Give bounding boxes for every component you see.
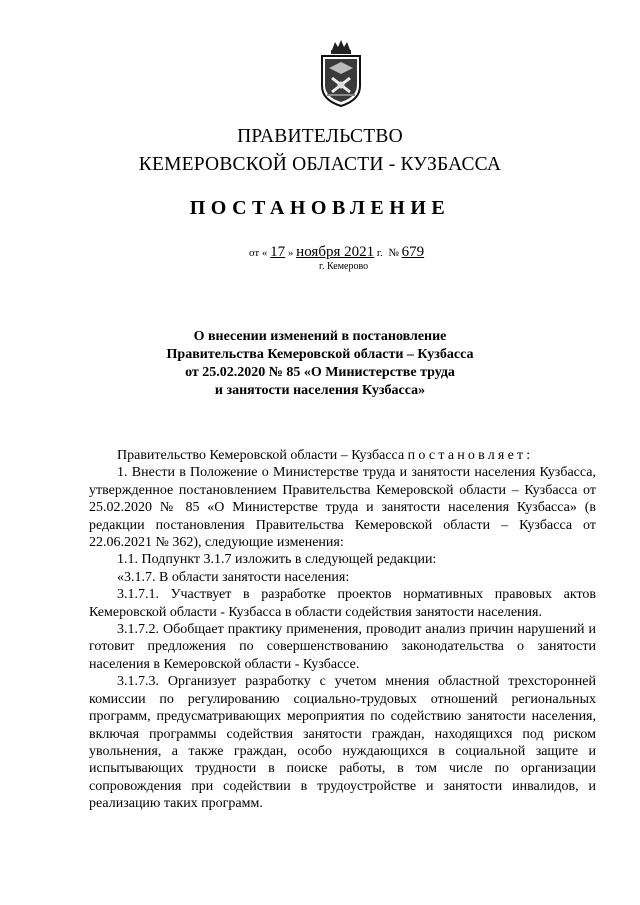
title-line: от 25.02.2020 № 85 «О Министерстве труда <box>185 365 455 380</box>
date-month-year: ноября 2021 <box>296 244 375 260</box>
organization-region: КЕМЕРОВСКОЙ ОБЛАСТИ - КУЗБАССА <box>138 154 502 175</box>
date-prefix: от « <box>249 247 268 259</box>
body-paragraph: «3.1.7. В области занятости населения: <box>117 569 350 585</box>
date-line <box>249 244 424 261</box>
title-line: и занятости населения Кузбасса» <box>214 383 426 398</box>
body-paragraph: 3.1.7.2. Обобщает практику применения, проводит анализ причин нарушений и готовит предложения по совершенствованию законодательства о занятости населения в Кемеровской области - Кузбассе. <box>89 622 596 672</box>
document-type: ПОСТАНОВЛЕНИЕ <box>189 197 451 219</box>
document-number: 679 <box>401 244 425 260</box>
body-paragraph <box>89 447 596 464</box>
body-paragraph: 1.1. Подпункт 3.1.7 изложить в следующей редакции: <box>117 552 437 568</box>
title-line: Правительства Кемеровской области – Кузбасса <box>166 347 474 362</box>
body-paragraph: 3.1.7.1. Участвует в разработке проектов нормативных правовых актов Кемеровской области - Кузбасса в области содействия занятости населения. <box>89 587 596 620</box>
coat-of-arms-icon <box>318 38 364 108</box>
document-place: г. Кемерово <box>319 261 369 272</box>
body-intro: Правительство Кемеровской области – Кузбасса <box>117 448 405 463</box>
number-label: № <box>388 247 399 259</box>
body-paragraph: 1. Внести в Положение о Министерстве труда и занятости населения Кузбасса, утвержденное постановлением Правительства Кемеровской области – Кузбасса от 25.02.2020 № 85 «О Министерстве труда и занятости населения Кузбасса» (в редакции постановления Правительства Кемеровской области – Кузбасса от 22.06.2021 № 362), следующие изменения: <box>89 465 596 551</box>
date-mid: » <box>287 247 294 259</box>
document-body <box>89 447 596 813</box>
date-day: 17 <box>270 244 286 260</box>
body-paragraph: 3.1.7.3. Организует разработку с учетом мнения областной трехсторонней комиссии по регулированию социально-трудовых отношений региональных программ, предусматривающих мероприятия по содействию занятости населения, включая программы содействия занятости граждан, находящихся под риском увольнения, а также граждан, особо нуждающихся в социальной защите и испытывающих трудности в поиске работы, в том числе по организации сопровождения при содействии в трудоустройстве и занятости инвалидов, и реализацию таких программ. <box>89 674 596 812</box>
organization-name: ПРАВИТЕЛЬСТВО <box>237 126 403 147</box>
body-resolves: постановляет: <box>407 448 534 463</box>
title-line: О внесении изменений в постановление <box>193 329 447 344</box>
date-year-suffix: г. <box>376 247 383 259</box>
document-title <box>0 328 640 400</box>
